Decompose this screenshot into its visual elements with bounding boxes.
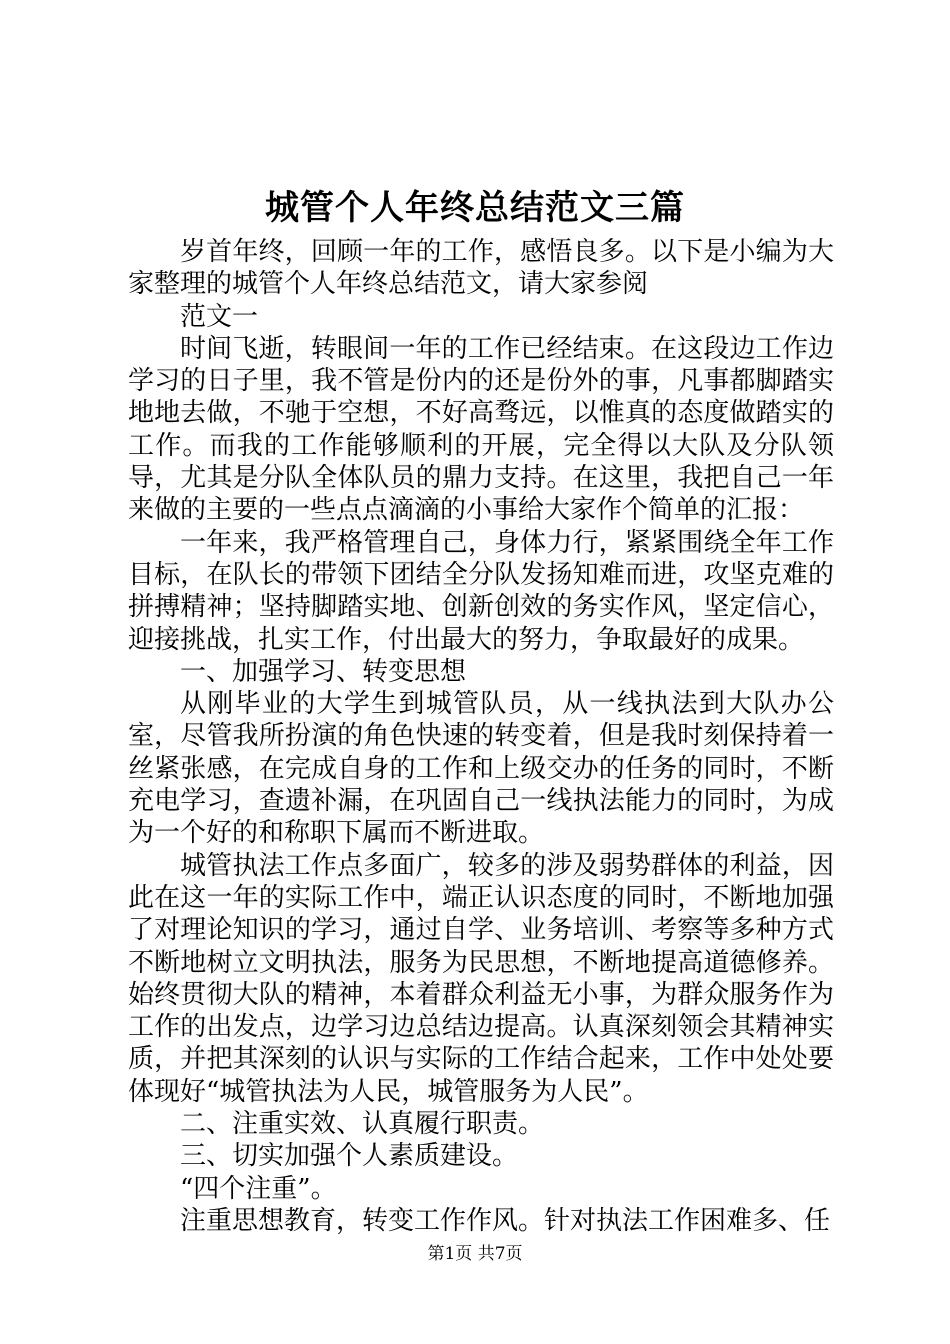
- paragraph-intro: 岁首年终，回顾一年的工作，感悟良多。以下是小编为大家整理的城管个人年终总结范文，请大家参阅: [128, 237, 834, 300]
- page-footer: 第1页 共7页: [427, 1244, 523, 1264]
- paragraph: 从刚毕业的大学生到城管队员，从一线执法到大队办公室，尽管我所扮演的角色快速的转变着，但是我时刻保持着一丝紧张感，在完成自身的工作和上级交办的任务的同时，不断充电学习，查遗补漏，在巩固自己一线执法能力的同时，为成为一个好的和称职下属而不断进取。: [128, 689, 834, 849]
- section-heading: 一、加强学习、转变思想: [180, 656, 467, 687]
- document-title: 城管个人年终总结范文三篇: [265, 188, 685, 228]
- paragraph: 时间飞逝，转眼间一年的工作已经结束。在这段边工作边学习的日子里，我不管是份内的还是份外的事，凡事都脚踏实地地去做，不驰于空想，不好高骛远，以惟真的态度做踏实的工作。而我的工作能够顺利的开展，完全得以大队及分队领导，尤其是分队全体队员的鼎力支持。在这里，我把自己一年来做的主要的一些点点滴滴的小事给大家作个简单的汇报：: [128, 333, 834, 526]
- paragraph: 注重思想教育，转变工作作风。针对执法工作困难多、任: [180, 1205, 831, 1236]
- paragraph: 城管执法工作点多面广，较多的涉及弱势群体的利益，因此在这一年的实际工作中，端正认识态度的同时，不断地加强了对理论知识的学习，通过自学、业务培训、考察等多种方式不断地树立文明执法，服务为民思想，不断地提高道德修养。始终贯彻大队的精神，本着群众利益无小事，为群众服务作为工作的出发点，边学习边总结边提高。认真深刻领会其精神实质，并把其深刻的认识与实际的工作结合起来，工作中处处要体现好“城管执法为人民，城管服务为人民”。: [128, 850, 834, 1107]
- paragraph: “四个注重”。: [180, 1173, 337, 1204]
- paragraph: 一年来，我严格管理自己，身体力行，紧紧围绕全年工作目标，在队长的带领下团结全分队发扬知难而进，攻坚克难的拼搏精神；坚持脚踏实地、创新创效的务实作风，坚定信心，迎接挑战，扎实工作，付出最大的努力，争取最好的成果。: [128, 527, 834, 655]
- section-heading: 三、切实加强个人素质建设。: [180, 1141, 519, 1172]
- document-body: [128, 236, 834, 1237]
- paragraph-sample-heading: 范文一: [180, 301, 259, 332]
- section-heading: 二、注重实效、认真履行职责。: [180, 1109, 545, 1140]
